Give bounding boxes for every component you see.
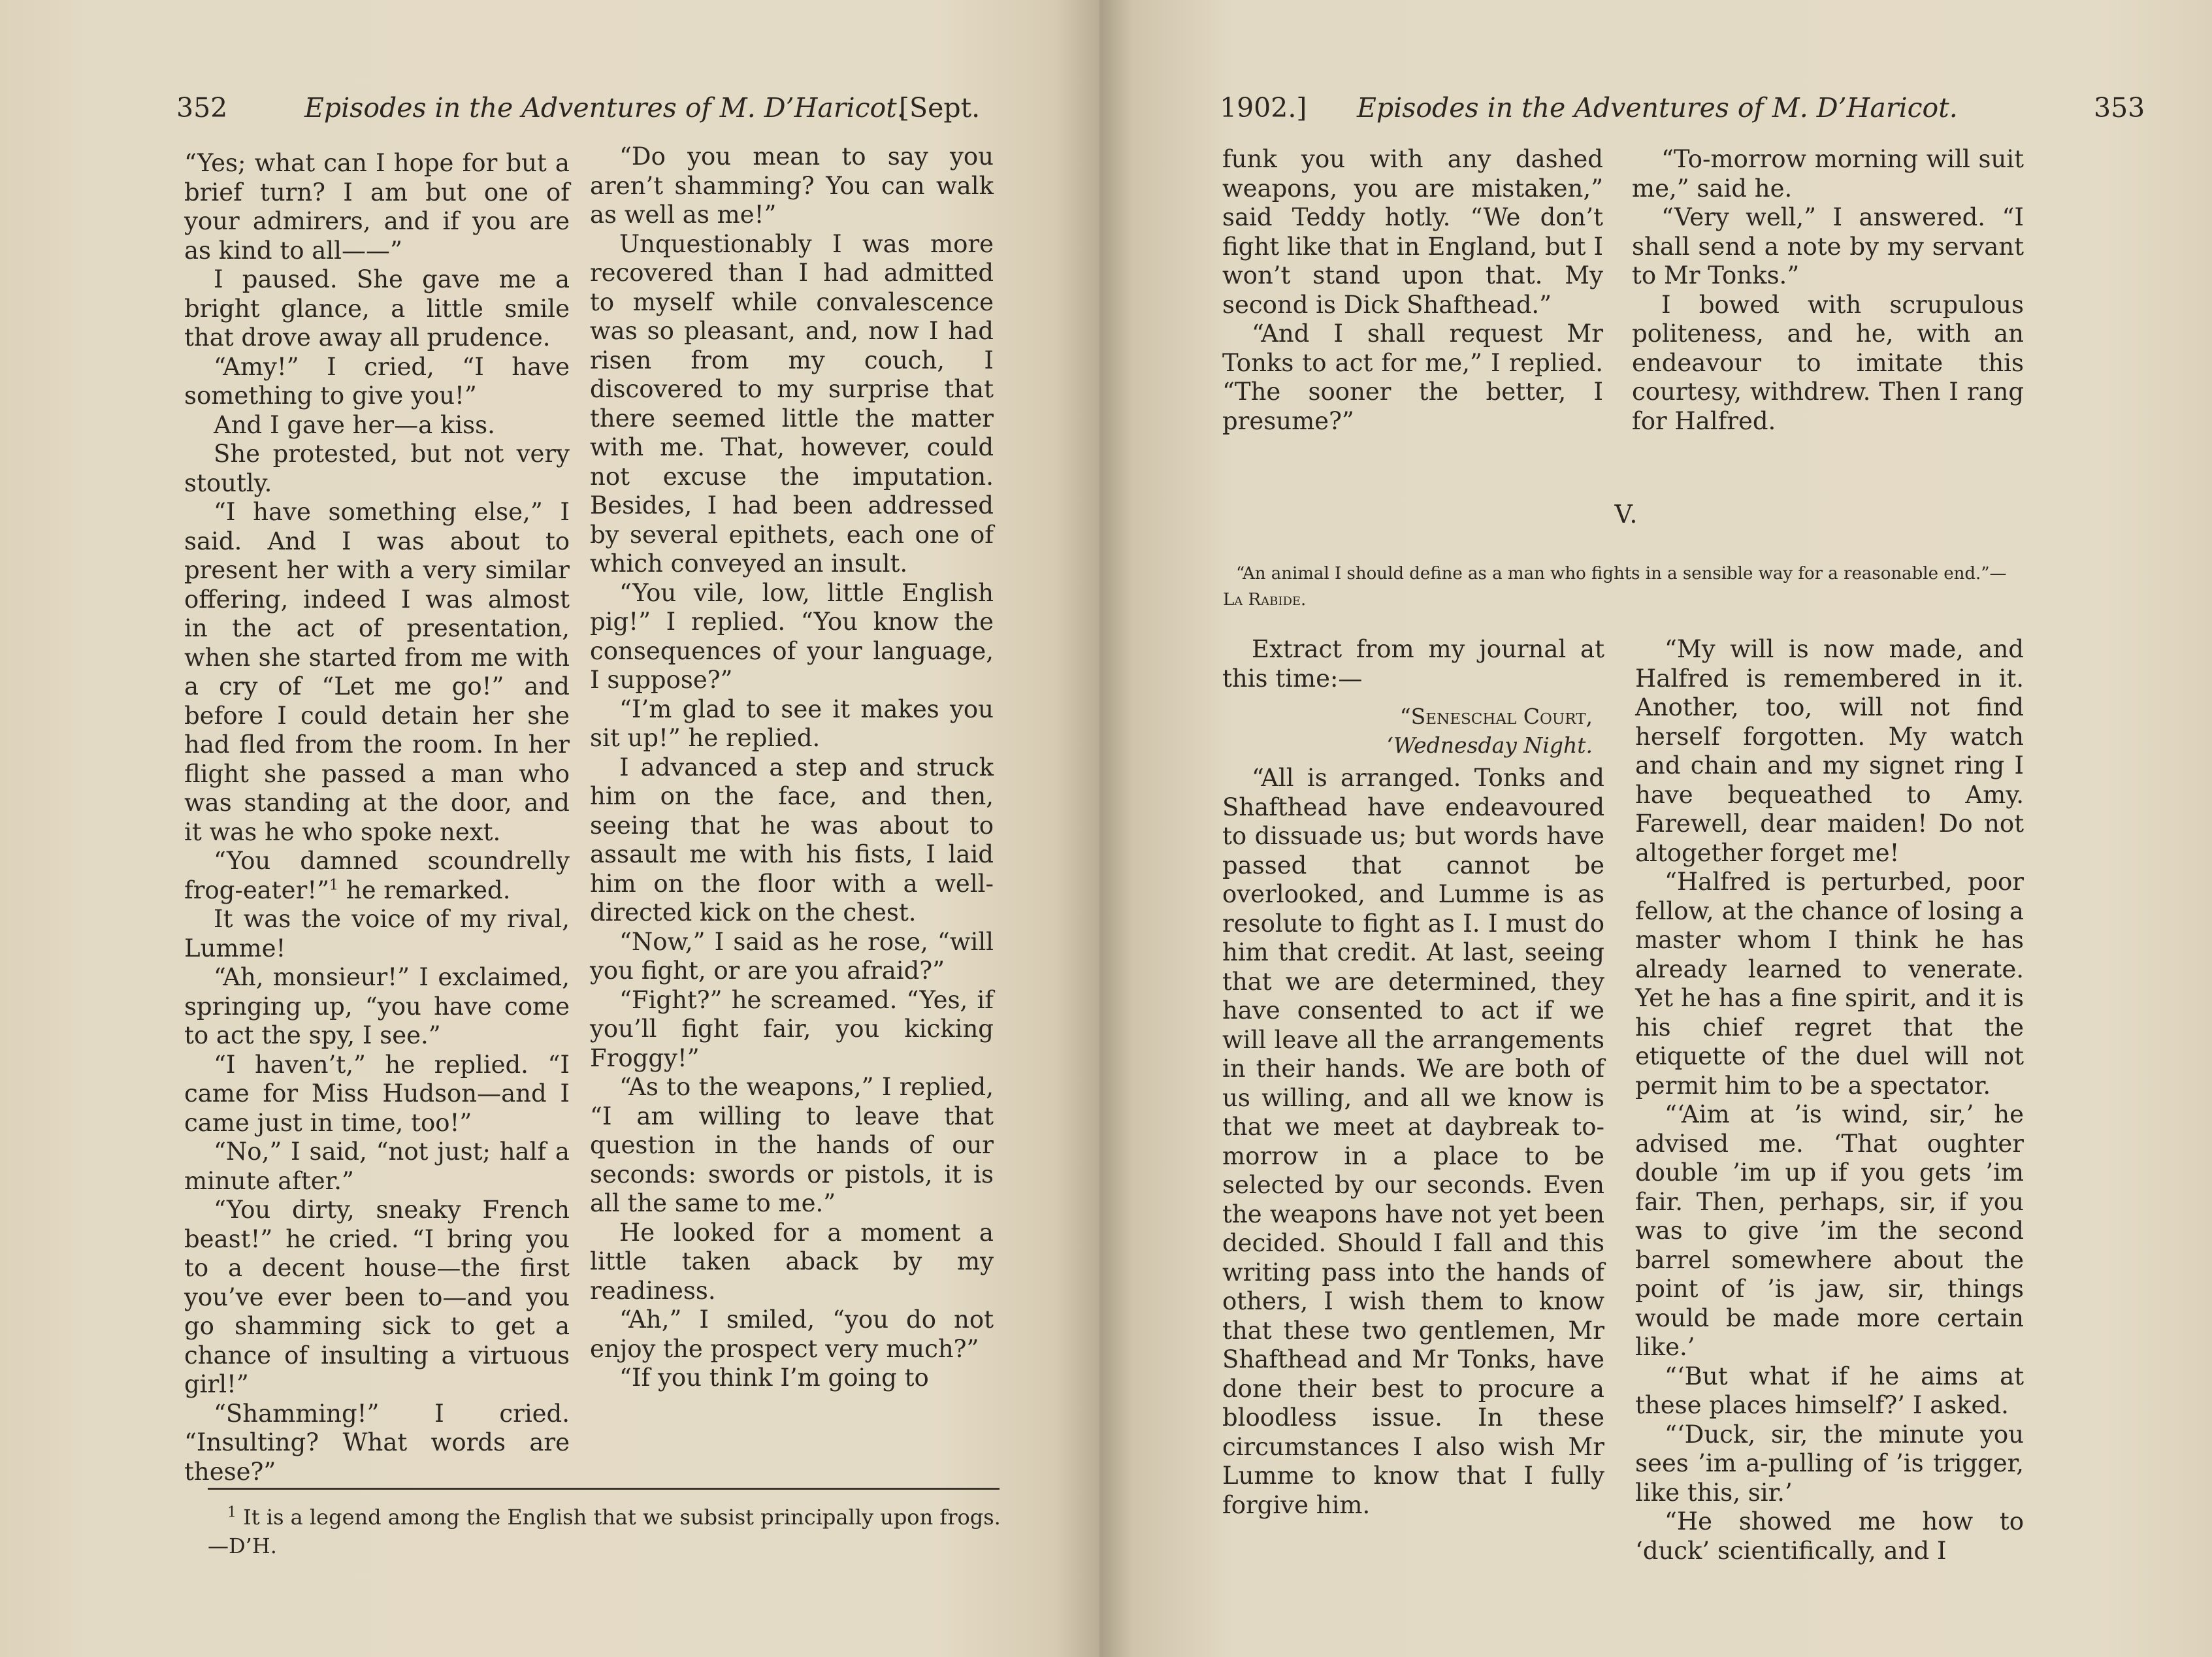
paragraph: I paused. She gave me a bright glance, a little smile that drove away all prudence.: [184, 265, 570, 352]
paragraph: “Do you mean to say you aren’t shamming? You can walk as well as me!”: [590, 142, 994, 229]
paragraph: “Yes; what can I hope for but a brief turn? I am but one of your admirers, and if you are as kind to all——”: [184, 149, 570, 265]
journal-intro: Extract from my journal at this time:—: [1222, 635, 1604, 693]
letter-place: “Seneschal Court,: [1399, 704, 1593, 729]
paragraph: “Fight?” he screamed. “Yes, if you’ll fight fair, you kicking Froggy!”: [590, 985, 994, 1072]
paragraph: “‘Aim at ’is wind, sir,’ he advised me. ‘That oughter double ’im up if you gets ’im fair. Then, perhaps, sir, if you was to give ’im the second barrel somewhere about the point of ’is jaw, sir, things would be made more certain like.’: [1635, 1100, 2024, 1361]
letter-heading: [1222, 702, 1604, 760]
running-head-left: [176, 85, 980, 131]
paragraph: “If you think I’m going to: [619, 1364, 929, 1392]
paragraph: I advanced a step and struck him on the face, and then, seeing that he was about to assault me with his fists, I laid him on the floor with a well-directed kick on the chest.: [590, 753, 994, 927]
left-column-2: [590, 142, 994, 1393]
paragraph: “He showed me how to ‘duck’ scientifically, and I: [1635, 1507, 2024, 1565]
paragraph: I bowed with scrupulous politeness, and he, with an endeavour to imitate this courtesy, withdrew. Then I rang for Halfred.: [1632, 290, 2024, 435]
paragraph: He looked for a moment a little taken aback by my readiness.: [590, 1218, 994, 1305]
paragraph-text: he remarked.: [338, 876, 511, 904]
paragraph: “And I shall request Mr Tonks to act for me,” I replied. “The sooner the better, I presume?”: [1222, 320, 1603, 435]
letter-date: ‘Wednesday Night.: [1386, 732, 1593, 758]
paragraph: “Ah, monsieur!” I exclaimed, springing up, “you have come to act the spy, I see.”: [184, 963, 570, 1049]
paragraph: “All is arranged. Tonks and Shafthead have endeavoured to dissuade us; but words have passed that cannot be overlooked, and Lumme is as resolute to fight as I. I must do him that credit. At last, seeing that we are determined, they have consented to act if we will leave all the arrangements in their hands. We are both of us willing, and all we know is that we meet at daybreak to-morrow in a place to be selected by our seconds. Even the weapons have not yet been decided. Should I fall and this writing pass into the hands of others, I wish them to know that these two gentlemen, Mr Shafthead and Mr Tonks, have done their best to procure a bloodless issue. In these circumstances I also wish Mr Lumme to know that I fully forgive him.: [1222, 764, 1604, 1519]
paragraph: “Halfred is perturbed, poor fellow, at the chance of losing a master whom I think he has already learned to venerate. Yet he has a fine spirit, and it is his chief regret that the etiquette of the duel will not permit him to be a spectator.: [1635, 868, 2024, 1100]
page-number-left: 352: [176, 92, 228, 123]
paragraph: “I’m glad to see it makes you sit up!” he replied.: [590, 695, 994, 752]
right-top-column-1: [1222, 145, 1603, 436]
right-bottom-column-1: [1222, 635, 1604, 1520]
running-date-right: 1902.]: [1220, 92, 1307, 123]
epigraph-attribution: La Rabide.: [1223, 590, 1307, 610]
paragraph: “To-morrow morning will suit me,” said he.: [1632, 145, 2024, 203]
paragraph: “No,” I said, “not just; half a minute after.”: [184, 1138, 570, 1195]
paragraph: “I haven’t,” he replied. “I came for Miss Hudson—and I came just in time, too!”: [184, 1050, 570, 1137]
footnote-marker: 1: [329, 877, 339, 894]
section-number: V.: [1614, 500, 1639, 529]
epigraph: [1223, 561, 2023, 613]
paragraph: “You dirty, sneaky French beast!” he cried. “I bring you to a decent house—the first you’ve ever been to—and you go shamming sick to get a chance of insulting a virtuous girl!”: [184, 1196, 570, 1398]
right-top-column-2: [1632, 145, 2024, 436]
paragraph: “‘Duck, sir, the minute you sees ’im a-pulling of ’is trigger, like this, sir.’: [1635, 1420, 2024, 1507]
left-column-1: [184, 149, 570, 1486]
paragraph: “My will is now made, and Halfred is remembered in it. Another, too, will not find herself forgotten. My watch and chain and my signet ring I have bequeathed to Amy. Farewell, dear maiden! Do not altogether forget me!: [1635, 635, 2024, 867]
paragraph: She protested, but not very stoutly.: [184, 440, 570, 497]
paragraph: “Shamming!” I cried. “Insulting? What words are these?”: [184, 1399, 570, 1486]
paragraph: “Ah,” I smiled, “you do not enjoy the prospect very much?”: [590, 1305, 994, 1363]
footnote-rule: [208, 1488, 1000, 1490]
right-bottom-column-2: [1635, 635, 2024, 1566]
paragraph-with-footnote: [184, 847, 570, 905]
paragraph: It was the voice of my rival, Lumme!: [184, 905, 570, 962]
paragraph: “I have something else,” I said. And I was about to present her with a very similar offering, indeed I was almost in the act of presentation, when she started from me with a cry of “Let me go!” and before I could detain her she had fled from the room. In her flight she passed a man who was standing at the door, and it was he who spoke next.: [184, 498, 570, 846]
paragraph: “You vile, low, little English pig!” I replied. “You know the consequences of your language, I suppose?”: [590, 578, 994, 694]
paragraph: “‘But what if he aims at these places himself?’ I asked.: [1635, 1362, 2024, 1419]
left-page: [0, 0, 1099, 1657]
paragraph: “Now,” I said as he rose, “will you fight, or are you afraid?”: [590, 927, 994, 985]
paragraph: “Amy!” I cried, “I have something to give you!”: [184, 352, 570, 410]
paragraph: And I gave her—a kiss.: [214, 410, 495, 439]
paragraph-text: “You damned scoundrelly frog-eater!”: [184, 847, 570, 904]
running-head-right: [1220, 85, 2147, 131]
paragraph: “Very well,” I answered. “I shall send a note by my servant to Mr Tonks.”: [1632, 203, 2024, 289]
running-date-left: [Sept.: [899, 92, 981, 123]
paragraph: “As to the weapons,” I replied, “I am willing to leave that question in the hands of our seconds: swords or pistols, it is all the same to me.”: [590, 1073, 994, 1217]
running-title-left: Episodes in the Adventures of M. D’Haricot.: [304, 92, 905, 123]
footnote: [208, 1503, 1005, 1560]
epigraph-text: “An animal I should define as a man who fights in a sensible way for a reasonable end.”—: [1236, 564, 2007, 583]
paragraph: funk you with any dashed weapons, you are mistaken,” said Teddy hotly. “We don’t fight like that in England, but I won’t stand upon that. My second is Dick Shafthead.”: [1222, 145, 1603, 319]
paragraph: Unquestionably I was more recovered than I had admitted to myself while convalescence was so pleasant, and, now I had risen from my couch, I discovered to my surprise that there seemed little the matter with me. That, however, could not excuse the imputation. Besides, I had been addressed by several epithets, each one of which conveyed an insult.: [590, 229, 994, 578]
running-title-right: Episodes in the Adventures of M. D’Haricot.: [1357, 92, 1958, 123]
footnote-number: 1: [227, 1504, 236, 1521]
footnote-text: It is a legend among the English that we subsist principally upon frogs.—D’H.: [208, 1505, 1001, 1558]
page-number-right: 353: [2094, 92, 2145, 123]
